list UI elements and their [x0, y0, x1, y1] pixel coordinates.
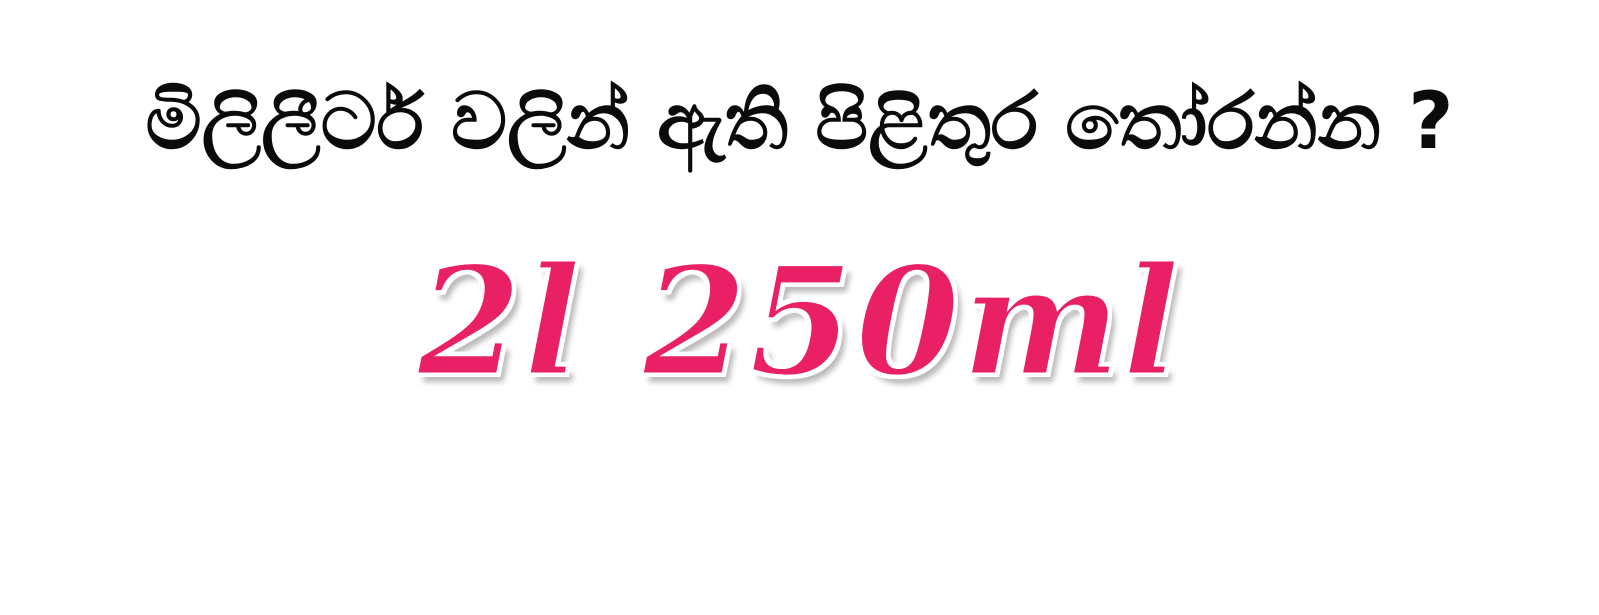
- litres-value: 2l: [417, 234, 583, 410]
- millilitres-value: 250ml: [642, 234, 1182, 410]
- answer-display: [0, 232, 1599, 422]
- question-title: මිලිලීටර් වලින් ඇති පිළිතුර තෝරන්න ?: [145, 77, 1454, 167]
